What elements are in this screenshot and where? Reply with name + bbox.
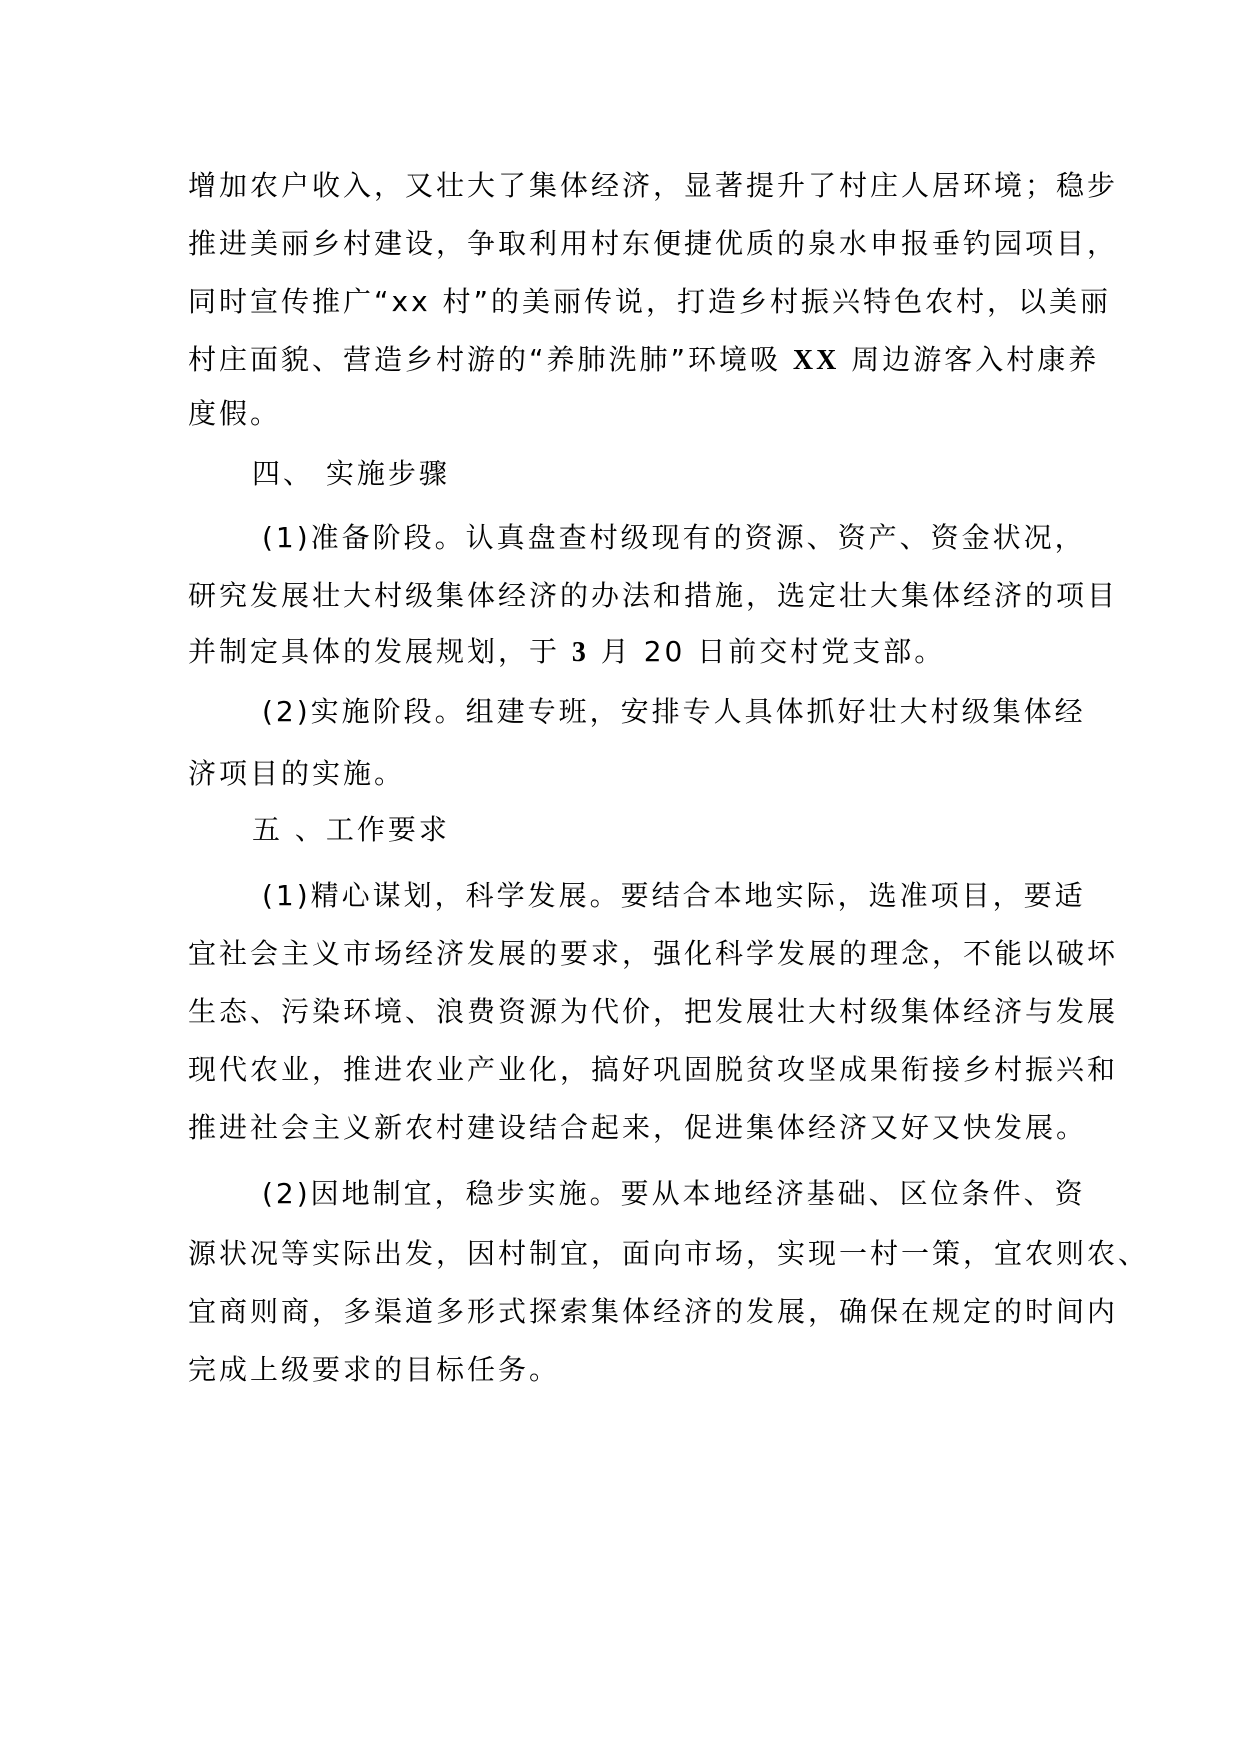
text-segment: 月 20 日前交村党支部。: [588, 635, 946, 668]
body-text-line: [188, 342, 1099, 379]
section-heading: 四、 实施步骤: [252, 457, 450, 490]
bold-text: XX: [792, 345, 840, 376]
body-text-line: (1)精心谋划，科学发展。要结合本地实际，选准项目，要适: [262, 879, 1086, 912]
text-segment: 并制定具体的发展规划，于: [188, 635, 572, 668]
body-text-line: 源状况等实际出发，因村制宜，面向市场，实现一村一策，宜农则农、: [188, 1237, 1150, 1270]
body-text-line: 研究发展壮大村级集体经济的办法和措施，选定壮大集体经济的项目: [188, 579, 1119, 612]
body-text-line: 同时宣传推广“xx 村”的美丽传说，打造乡村振兴特色农村，以美丽: [188, 285, 1112, 318]
body-text-line: 宜社会主义市场经济发展的要求，强化科学发展的理念，不能以破坏: [188, 937, 1119, 970]
body-text-line: 推进社会主义新农村建设结合起来，促进集体经济又好又快发展。: [188, 1111, 1088, 1144]
body-text-line: 增加农户收入，又壮大了集体经济，显著提升了村庄人居环境；稳步: [188, 169, 1119, 202]
body-text-line: (1)准备阶段。认真盘查村级现有的资源、资产、资金状况，: [262, 521, 1086, 554]
body-text-line: [188, 634, 945, 671]
body-text-line: 生态、污染环境、浪费资源为代价，把发展壮大村级集体经济与发展: [188, 995, 1119, 1028]
body-text-line: 宜商则商，多渠道多形式探索集体经济的发展，确保在规定的时间内: [188, 1295, 1119, 1328]
body-text-line: 度假。: [188, 397, 282, 430]
body-text-line: 完成上级要求的目标任务。: [188, 1353, 561, 1386]
bold-text: 3: [571, 637, 589, 668]
body-text-line: 济项目的实施。: [188, 757, 406, 790]
body-text-line: 推进美丽乡村建设，争取利用村东便捷优质的泉水申报垂钓园项目，: [188, 227, 1119, 260]
section-heading: 五 、工作要求: [252, 813, 450, 846]
body-text-line: 现代农业，推进农业产业化，搞好巩固脱贫攻坚成果衔接乡村振兴和: [188, 1053, 1119, 1086]
text-segment: 村庄面貌、营造乡村游的“养肺洗肺”环境吸: [188, 343, 793, 376]
body-text-line: (2)实施阶段。组建专班，安排专人具体抓好壮大村级集体经: [262, 695, 1086, 728]
body-text-line: (2)因地制宜，稳步实施。要从本地经济基础、区位条件、资: [262, 1177, 1086, 1210]
text-segment: 周边游客入村康养: [839, 343, 1100, 376]
